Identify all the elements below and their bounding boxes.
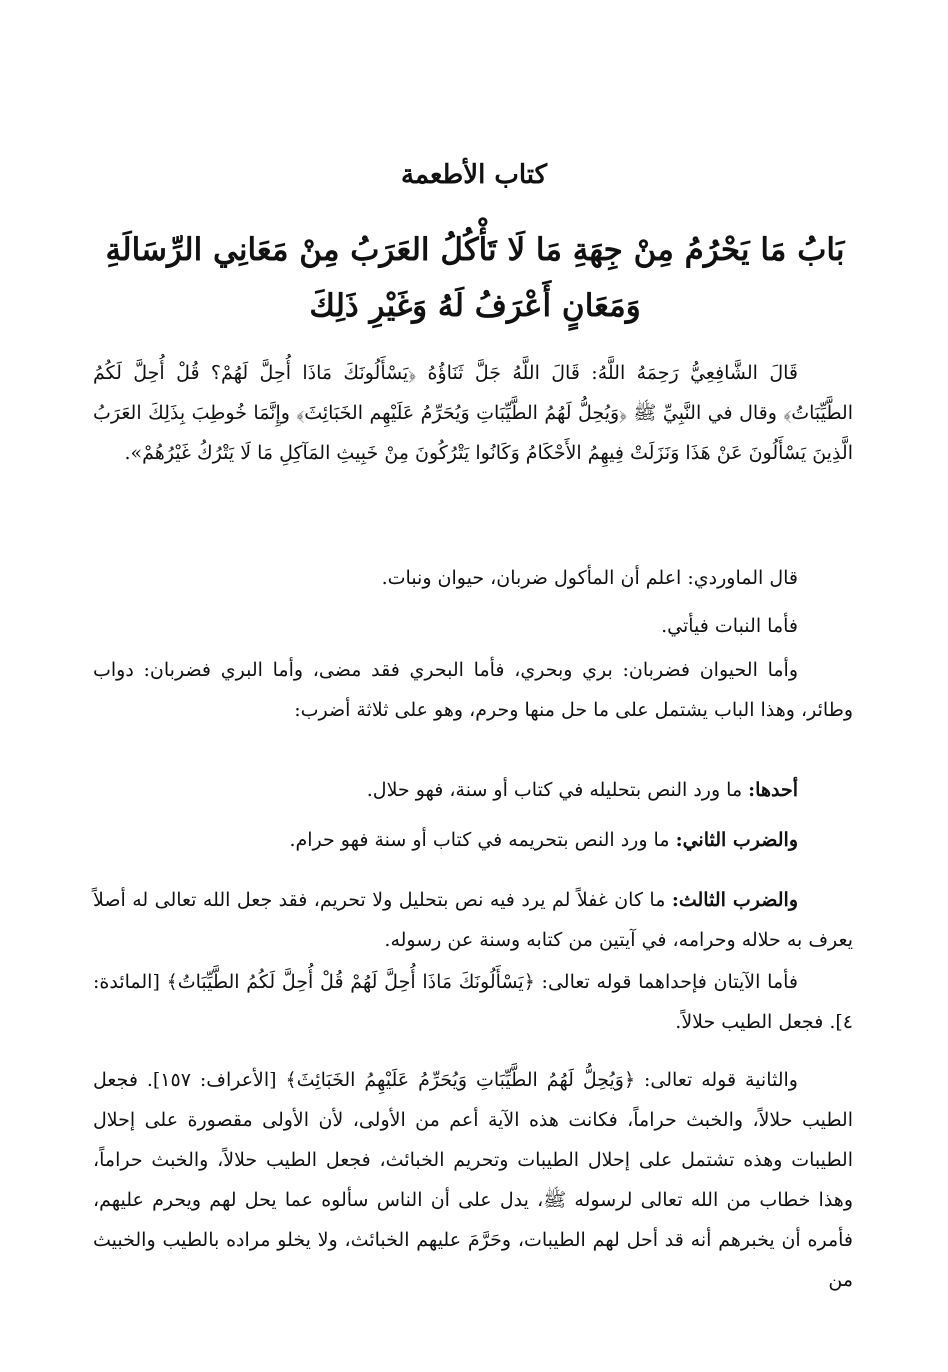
- paragraph-two-verses: [93, 962, 853, 1042]
- paragraph-third-type: [93, 880, 853, 960]
- paragraph-shafii: [93, 353, 853, 473]
- paragraph-first-type: [93, 770, 853, 810]
- paragraph-text: ما كان غفلاً لم يرد فيه نص بتحليل ولا تحريم، فقد جعل الله تعالى له أصلاً يعرف به حلاله وحرامه، في آيتين من كتابه وسنة عن رسوله.: [93, 889, 853, 951]
- paragraph-lead: أحدها:: [748, 779, 798, 801]
- paragraph-text: والثانية قوله تعالى: ﴿وَيُحِلُّ لَهُمُ الطَّيِّبَاتِ وَيُحَرِّمُ عَلَيْهِمُ الخَبَائِثَ﴾ [الأعراف: ١٥٧]. فجعل الطيب حلالاً، والخبث حراماً، فكانت هذه الآية أعم من الأولى، لأن الأولى مقصورة على إحلال الطيبات وهذه تشتمل على إحلال الطيبات وتحريم الخبائث، فجعل الطيب حلالاً، والخبث حراماً، وهذا خطاب من الله تعالى لرسوله ﷺ، يدل على أن الناس سألوه عما يحل لهم ويحرم عليهم، فأمره أن يخبرهم أنه قد أحل لهم الطيبات، وحَرَّمَ عليهم الخبائث، ولا يخلو مراده بالطيب والخبيث من: [93, 1069, 853, 1291]
- paragraph-text: فأما الآيتان فإحداهما قوله تعالى: ﴿يَسْأَلُونَكَ مَاذَا أُحِلَّ لَهُمْ قُلْ أُحِلَّ لَكُمُ الطَّيِّبَاتُ﴾ [المائدة: ٤]. فجعل الطيب حلالاً.: [93, 971, 853, 1033]
- chapter-title: بَابُ مَا يَحْرُمُ مِنْ جِهَةِ مَا لَا تَأْكُلُ العَرَبُ مِنْ مَعَانِي الرِّسَالَةِ وَمَعَانٍ أَعْرَفُ لَهُ وَغَيْرِ ذَلِكَ: [105, 232, 845, 324]
- paragraph-lead: والضرب الثالث:: [671, 889, 798, 911]
- paragraph-text: ما ورد النص بتحريمه في كتاب أو سنة فهو حرام.: [289, 829, 676, 851]
- paragraph-text: قَالَ الشَّافِعِيُّ رَحِمَهُ اللَّهُ: قَالَ اللَّهُ جَلَّ ثَنَاؤُهُ ﴿يَسْأَلُونَكَ مَاذَا أُحِلَّ لَهُمْ؟ قُلْ أُحِلَّ لَكُمُ الطَّيِّبَاتُ﴾ وقال في النَّبِيِّ ﷺ ﴿وَيُحِلُّ لَهُمُ الطَّيِّبَاتِ وَيُحَرِّمُ عَلَيْهِم الخَبَائِثَ﴾ وإِنَّمَا خُوطِبَ بِذَلِكَ العَرَبُ الَّذِينَ يَسْأَلُونَ عَنْ هَذَا وَنَزَلَتْ فِيهِمُ الأَحْكَامُ وَكَانُوا يَتْرُكُونَ مِنْ خَبِيثِ المَآكِلِ مَا لَا يَتْرُكُ غَيْرُهُمْ».: [93, 362, 853, 464]
- paragraph-text: وأما الحيوان فضربان: بري وبحري، فأما البحري فقد مضى، وأما البري فضربان: دواب وطائر، وهذا الباب يشتمل على ما حل منها وحرم، وهو على ثلاثة أضرب:: [93, 659, 853, 721]
- paragraph-animals: [93, 650, 853, 730]
- paragraph-text: ما ورد النص بتحليله في كتاب أو سنة، فهو حلال.: [366, 779, 749, 801]
- paragraph-plants: [93, 606, 853, 646]
- paragraph-second-verse: [93, 1060, 853, 1300]
- paragraph-mawardi: [93, 558, 853, 598]
- paragraph-text: فأما النبات فيأتي.: [661, 615, 798, 637]
- book-title: كتاب الأطعمة: [401, 160, 547, 190]
- paragraph-text: قال الماوردي: اعلم أن المأكول ضربان، حيوان ونبات.: [381, 567, 798, 589]
- paragraph-lead: والضرب الثاني:: [675, 829, 798, 851]
- paragraph-second-type: [93, 820, 853, 860]
